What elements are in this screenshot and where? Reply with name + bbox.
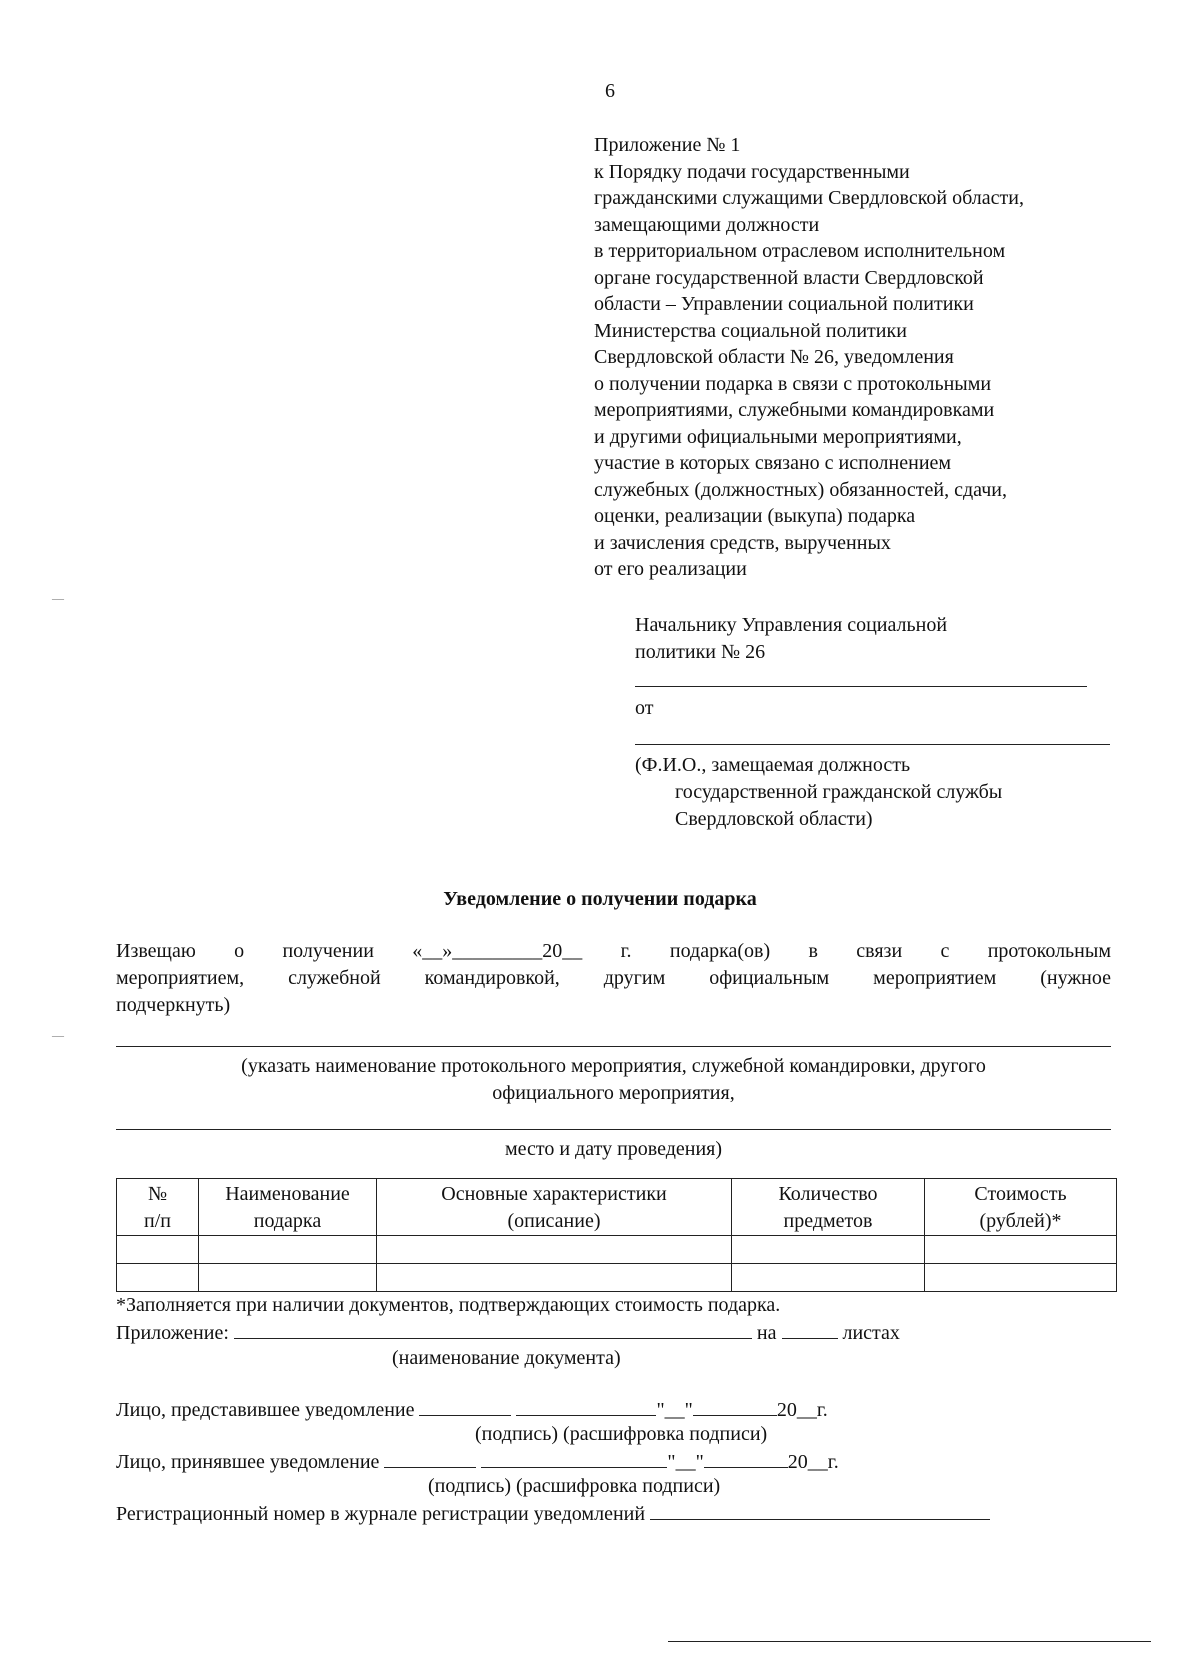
- appendix-line: и зачисления средств, вырученных: [594, 531, 891, 554]
- attachment-label: Приложение:: [116, 1322, 229, 1344]
- submitter-signature-note: (подпись) (расшифровка подписи): [475, 1423, 768, 1445]
- table-cell[interactable]: [117, 1264, 199, 1292]
- addressee-line: политики № 26: [635, 641, 766, 663]
- attachment-document-note: (наименование документа): [392, 1347, 621, 1369]
- attachment-sheets-field[interactable]: [782, 1320, 838, 1339]
- appendix-line: о получении подарка в связи с протокольными: [594, 372, 992, 395]
- receiver-date-month-field[interactable]: [704, 1449, 788, 1468]
- attachment-on-label: на: [756, 1322, 777, 1344]
- receiver-row: [116, 1449, 839, 1474]
- event-note: официального мероприятия,: [492, 1082, 735, 1104]
- table-cell[interactable]: [117, 1236, 199, 1264]
- column-header-gift-name: Наименование подарка: [199, 1179, 377, 1236]
- appendix-line: от его реализации: [594, 558, 747, 580]
- table-cell[interactable]: [199, 1236, 377, 1264]
- fio-note: [635, 752, 1002, 833]
- receiver-label: Лицо, принявшее уведомление: [116, 1451, 380, 1473]
- appendix-line: оценки, реализации (выкупа) подарка: [594, 505, 916, 527]
- scan-mark: —: [52, 1028, 64, 1042]
- registration-row: [116, 1501, 990, 1526]
- sender-name-field[interactable]: [635, 744, 1110, 745]
- appendix-line: к Порядку подачи государственными: [594, 160, 910, 183]
- registration-number-field[interactable]: [650, 1501, 990, 1520]
- notification-paragraph: [116, 938, 1111, 1019]
- table-cell[interactable]: [732, 1236, 925, 1264]
- table-header-row: [117, 1179, 1117, 1236]
- table-cell[interactable]: [925, 1236, 1117, 1264]
- from-label: от: [635, 697, 654, 719]
- appendix-line: Министерства социальной политики: [594, 319, 907, 342]
- appendix-line: в территориальном отраслевом исполнительном: [594, 240, 1006, 262]
- fio-note-line: государственной гражданской службы: [675, 781, 1003, 803]
- receiver-signature-field[interactable]: [384, 1449, 476, 1468]
- appendix-line: и другими официальными мероприятиями,: [594, 425, 962, 448]
- appendix-line: гражданскими служащими Свердловской области,: [594, 187, 1024, 209]
- submitter-name-field[interactable]: [516, 1397, 656, 1416]
- submitter-date-day[interactable]: "__": [656, 1399, 693, 1421]
- event-name-field[interactable]: [116, 1046, 1111, 1047]
- attachment-row: [116, 1320, 900, 1345]
- table-cell[interactable]: [199, 1264, 377, 1292]
- bottom-rule: [668, 1641, 1151, 1642]
- table-cell[interactable]: [377, 1264, 732, 1292]
- addressee-line: Начальнику Управления социальной: [635, 614, 948, 636]
- page-number: 6: [605, 80, 615, 102]
- submitter-date-year[interactable]: 20__г.: [776, 1399, 828, 1421]
- table-row: [117, 1236, 1117, 1264]
- registration-label: Регистрационный номер в журнале регистрации уведомлений: [116, 1503, 646, 1525]
- column-header-description: Основные характеристики (описание): [377, 1179, 732, 1236]
- event-note: (указать наименование протокольного мероприятия, служебной командировки, другого: [241, 1055, 986, 1077]
- attachment-document-field[interactable]: [234, 1320, 752, 1339]
- receiver-date-year[interactable]: 20__г.: [787, 1451, 839, 1473]
- appendix-line: участие в которых связано с исполнением: [594, 452, 952, 474]
- event-place-note: место и дату проведения): [504, 1138, 723, 1160]
- appendix-line: мероприятиями, служебными командировками: [594, 399, 995, 421]
- table-row: [117, 1264, 1117, 1292]
- addressee-name-field[interactable]: [635, 686, 1087, 687]
- fio-note-line: (Ф.И.О., замещаемая должность: [635, 754, 911, 776]
- column-header-cost: Стоимость (рублей)*: [925, 1179, 1117, 1236]
- column-header-quantity: Количество предметов: [732, 1179, 925, 1236]
- paragraph-line: мероприятием, служебной командировкой, другим официальным мероприятием (нужное: [116, 967, 1111, 989]
- table-cell[interactable]: [377, 1236, 732, 1264]
- appendix-line: Приложение № 1: [594, 134, 741, 156]
- receiver-name-field[interactable]: [481, 1449, 667, 1468]
- footnote: *Заполняется при наличии документов, подтверждающих стоимость подарка.: [116, 1294, 781, 1316]
- event-place-date-field[interactable]: [116, 1129, 1111, 1130]
- table-cell[interactable]: [925, 1264, 1117, 1292]
- column-header-number: № п/п: [117, 1179, 199, 1236]
- appendix-line: области – Управлении социальной политики: [594, 293, 974, 315]
- attachment-sheets-label: листах: [842, 1322, 900, 1344]
- table-cell[interactable]: [732, 1264, 925, 1292]
- receiver-date-day[interactable]: "__": [667, 1451, 704, 1473]
- fio-note-line: Свердловской области): [675, 808, 873, 830]
- addressee-block: [635, 612, 947, 666]
- appendix-block: [594, 132, 1024, 583]
- receiver-signature-note: (подпись) (расшифровка подписи): [428, 1475, 721, 1497]
- submitter-date-month-field[interactable]: [693, 1397, 777, 1416]
- paragraph-line: подчеркнуть): [116, 994, 231, 1016]
- appendix-line: Свердловской области № 26, уведомления: [594, 346, 954, 368]
- submitter-row: [116, 1397, 828, 1422]
- submitter-signature-field[interactable]: [419, 1397, 511, 1416]
- submitter-label: Лицо, представившее уведомление: [116, 1399, 415, 1421]
- receipt-date-field[interactable]: «__»_________20__: [412, 940, 583, 962]
- document-title: Уведомление о получении подарка: [443, 888, 757, 910]
- paragraph-line: Извещаю о получении «__»_________20__ г. подарка(ов) в связи с протокольным: [116, 938, 1111, 965]
- appendix-line: органе государственной власти Свердловской: [594, 266, 984, 289]
- scan-mark: —: [52, 591, 64, 605]
- gifts-table: [116, 1178, 1117, 1292]
- appendix-line: служебных (должностных) обязанностей, сдачи,: [594, 478, 1007, 501]
- appendix-line: замещающими должности: [594, 213, 820, 236]
